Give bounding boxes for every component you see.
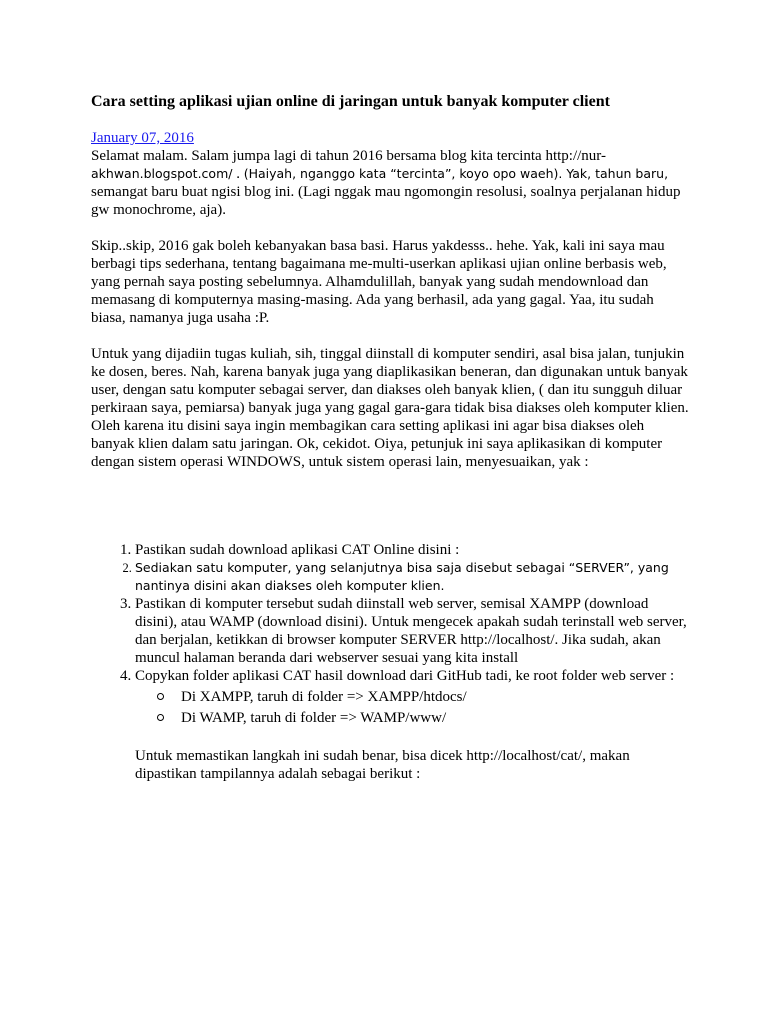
steps-list — [91, 541, 691, 727]
sub-list-item-text: Di WAMP, taruh di folder => WAMP/www/ — [181, 710, 447, 726]
sub-steps-list — [135, 688, 691, 727]
intro-text-c: . — [232, 166, 244, 182]
list-item: 2. Sediakan satu komputer, yang selanjutnya bisa saja disebut sebagai “SERVER”, yang nantinya disini akan diakses oleh komputer klien. — [135, 559, 691, 595]
list-item-text: Copykan folder aplikasi CAT hasil download dari GitHub tadi, ke root folder web server : — [135, 668, 675, 684]
sub-list-item-text: Di XAMPP, taruh di folder => XAMPP/htdocs/ — [181, 689, 467, 705]
paragraph-skip: Skip..skip, 2016 gak boleh kebanyakan basa basi. Harus yakdesss.. hehe. Yak, kali ini saya mau berbagi tips sederhana, tentang bagaimana me-multi-userkan aplikasi ujian online berbasis web, yang pernah saya posting sebelumnya. Alhamdulillah, banyak yang sudah mendownload dan memasang di komputernya masing-masing. Ada yang berhasil, ada yang gagal. Yaa, itu sudah biasa, namanya juga usaha :P. — [91, 238, 667, 326]
circle-bullet-icon — [157, 714, 164, 721]
blog-url-text: akhwan.blogspot.com/ — [91, 166, 233, 181]
list-item: 3. Pastikan di komputer tersebut sudah diinstall web server, semisal XAMPP (download disini), atau WAMP (download disini). Untuk mengecek apakah sudah terinstall web server, dan berjalan, ketikkan di browser komputer SERVER http://localhost/. Jika sudah, akan muncul halaman beranda dari webserver sesuai yang kita install — [135, 595, 691, 667]
intro-text-a: Selamat malam. Salam jumpa lagi di tahun 2016 bersama blog kita tercinta http://nur- — [91, 148, 606, 164]
paragraph-context: Untuk yang dijadiin tugas kuliah, sih, tinggal diinstall di komputer sendiri, asal bisa jalan, tunjukin ke dosen, beres. Nah, karena banyak juga yang diaplikasikan beneran, dan digunakan untuk banyak user, dengan satu komputer sebagai server, dan diakses oleh banyak klien, ( dan itu sungguh diluar perkiraan saya, pemiarsa) banyak juga yang gagal gara-gara tidak bisa diakses oleh komputer klien. Oleh karena itu disini saya ingin membagikan cara setting aplikasi ini agar bisa diakses oleh banyak klien dalam satu jaringan. Ok, cekidot. Oiya, petunjuk ini saya aplikasikan di komputer dengan sistem operasi WINDOWS, untuk sistem operasi lain, menyesuaikan, yak : — [91, 346, 689, 470]
intro-text-e: semangat baru buat ngisi blog ini. (Lagi nggak mau ngomongin resolusi, soalnya perjalanan hidup gw monochrome, aja). — [91, 184, 681, 218]
post-date-link[interactable]: January 07, 2016 — [91, 130, 194, 146]
circle-bullet-icon — [157, 693, 164, 700]
list-item: 1. Pastikan sudah download aplikasi CAT Online disini : — [135, 541, 691, 559]
sub-list-item — [157, 709, 691, 727]
list-item — [135, 667, 691, 727]
spacer — [91, 489, 691, 541]
paragraph-intro — [91, 147, 691, 219]
sub-list-item — [157, 688, 691, 706]
intro-aside-text: (Haiyah, nganggo kata “tercinta”, koyo opo waeh). Yak, tahun baru, — [243, 166, 669, 181]
article-title: Cara setting aplikasi ujian online di jaringan untuk banyak komputer client — [91, 93, 610, 110]
paragraph-closing: Untuk memastikan langkah ini sudah benar, bisa dicek http://localhost/cat/, makan dipastikan tampilannya adalah sebagai berikut : — [135, 748, 630, 782]
article-body — [91, 92, 691, 783]
